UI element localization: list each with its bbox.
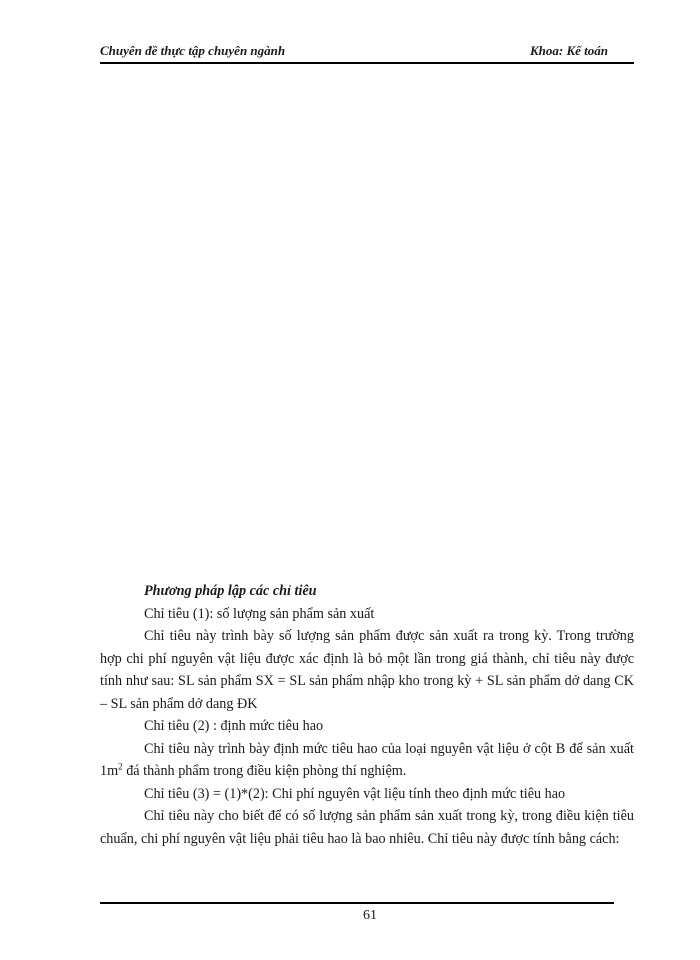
superscript-2: 2 [118, 761, 123, 772]
section-heading: Phương pháp lập các chỉ tiêu [144, 583, 317, 599]
paragraph-2: Chỉ tiêu này trình bày số lượng sản phẩm được sản xuất ra trong kỳ. Trong trường hợp chi phí nguyên vật liệu được xác định là bỏ một lần trong giá thành, chỉ tiêu này được tính như sau: SL sản phẩm SX = SL sản phẩm nhập kho trong kỳ + SL sản phẩm dở dang CK – SL sản phẩm dở dang ĐK [100, 628, 634, 712]
header-course-title: Chuyên đề thực tập chuyên ngành [100, 43, 286, 58]
footer-rule [100, 902, 614, 904]
page-number: 61 [363, 908, 377, 923]
paragraph-3: Chỉ tiêu (2) : định mức tiêu hao [144, 718, 324, 734]
page-header [100, 40, 634, 64]
header-faculty: Khoa: Kế toán [529, 43, 608, 58]
paragraph-4 [100, 738, 634, 783]
paragraph-6: Chỉ tiêu này cho biết để có số lượng sản phẩm sản xuất trong kỳ, trong điều kiện tiêu chuẩn, chi phí nguyên vật liệu phải tiêu hao là bao nhiêu. Chỉ tiêu này được tính bằng cách: [100, 808, 634, 847]
paragraph-4-text: Chỉ tiêu này trình bày định mức tiêu hao của loại nguyên vật liệu ở cột B để sản xuất 1m [100, 740, 634, 779]
paragraph-1: Chỉ tiêu (1): số lượng sản phẩm sản xuất [144, 605, 375, 622]
paragraph-4-text-end: đá thành phẩm trong điều kiện phòng thí nghiệm. [122, 763, 407, 779]
paragraph-5: Chỉ tiêu (3) = (1)*(2): Chi phí nguyên vật liệu tính theo định mức tiêu hao [144, 785, 566, 802]
body-text [100, 580, 634, 850]
